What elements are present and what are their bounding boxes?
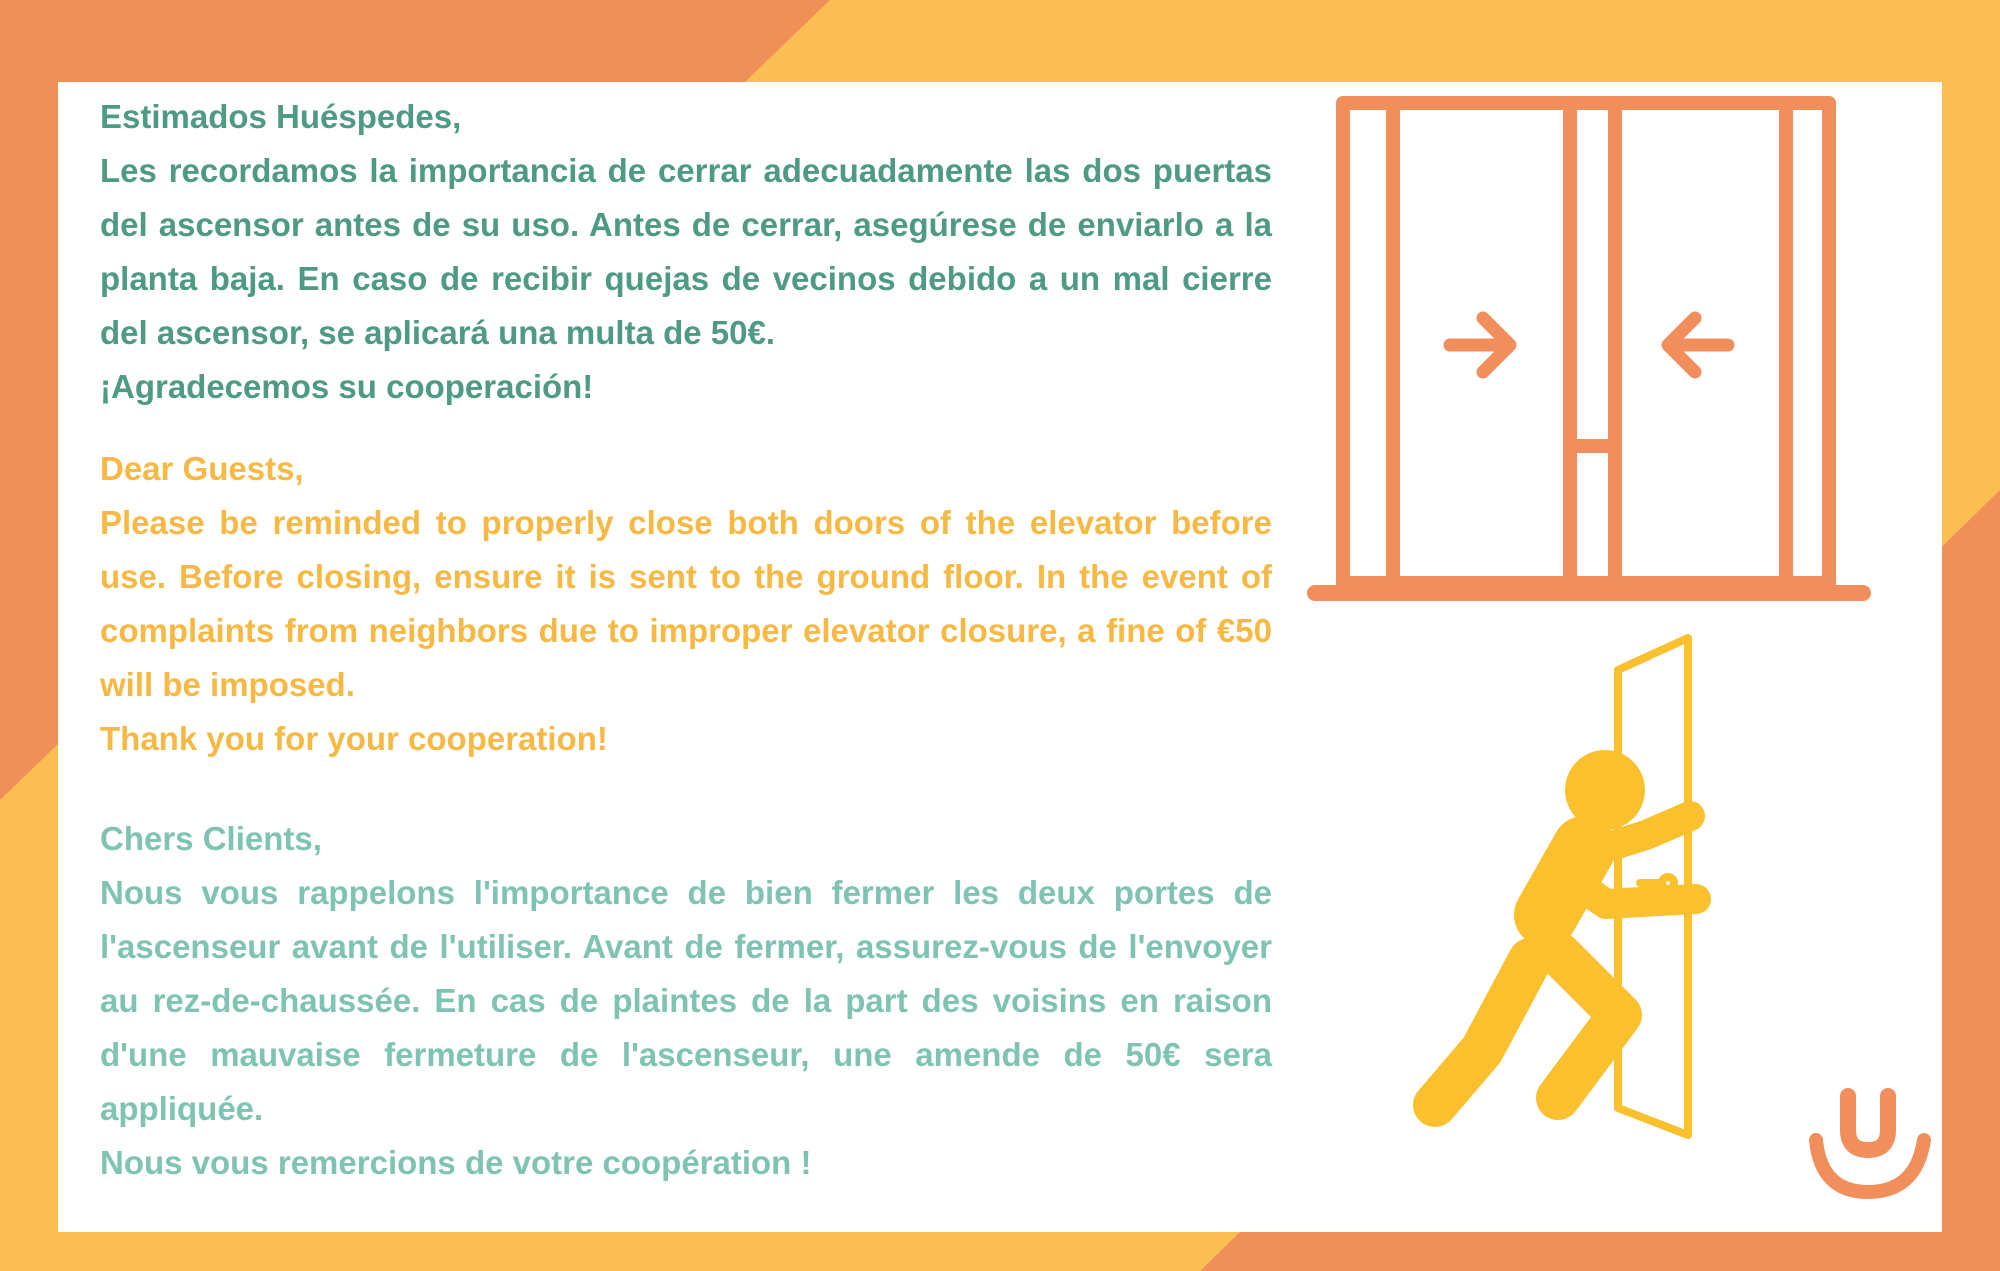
english-thanks: Thank you for your cooperation! — [100, 720, 608, 757]
elevator-doors-icon — [1300, 88, 1880, 608]
spanish-greeting: Estimados Huéspedes, — [100, 98, 462, 135]
english-notice — [100, 442, 1272, 766]
arrow-left-icon — [1668, 318, 1728, 372]
french-thanks: Nous vous remercions de votre coopération ! — [100, 1144, 812, 1181]
french-notice — [100, 812, 1272, 1190]
spanish-body: Les recordamos la importancia de cerrar adecuadamente las dos puertas del ascensor antes de su uso. Antes de cerrar, asegúrese de enviarlo a la planta baja. En caso de recibir quejas de vecinos debido a un mal cierre del ascensor, se aplicará una multa de 50€. — [100, 152, 1272, 351]
french-greeting: Chers Clients, — [100, 820, 322, 857]
arrow-right-icon — [1450, 318, 1510, 372]
french-body: Nous vous rappelons l'importance de bien fermer les deux portes de l'ascenseur avant de l'utiliser. Avant de fermer, assurez-vous de l'envoyer au rez-de-chaussée. En cas de plaintes de la part des voisins en raison d'une mauvaise fermeture de l'ascenseur, une amende de 50€ sera appliquée. — [100, 874, 1272, 1127]
spanish-notice — [100, 90, 1272, 414]
english-body: Please be reminded to properly close both doors of the elevator before use. Before closing, ensure it is sent to the ground floor. In the event of complaints from neighbors due to improper elevator closure, a fine of €50 will be imposed. — [100, 504, 1272, 703]
person-closing-door-icon — [1400, 630, 1780, 1150]
english-greeting: Dear Guests, — [100, 450, 304, 487]
person-icon — [1435, 750, 1696, 1105]
spanish-thanks: ¡Agradecemos su cooperación! — [100, 368, 594, 405]
u-smile-logo — [1806, 1080, 1936, 1200]
